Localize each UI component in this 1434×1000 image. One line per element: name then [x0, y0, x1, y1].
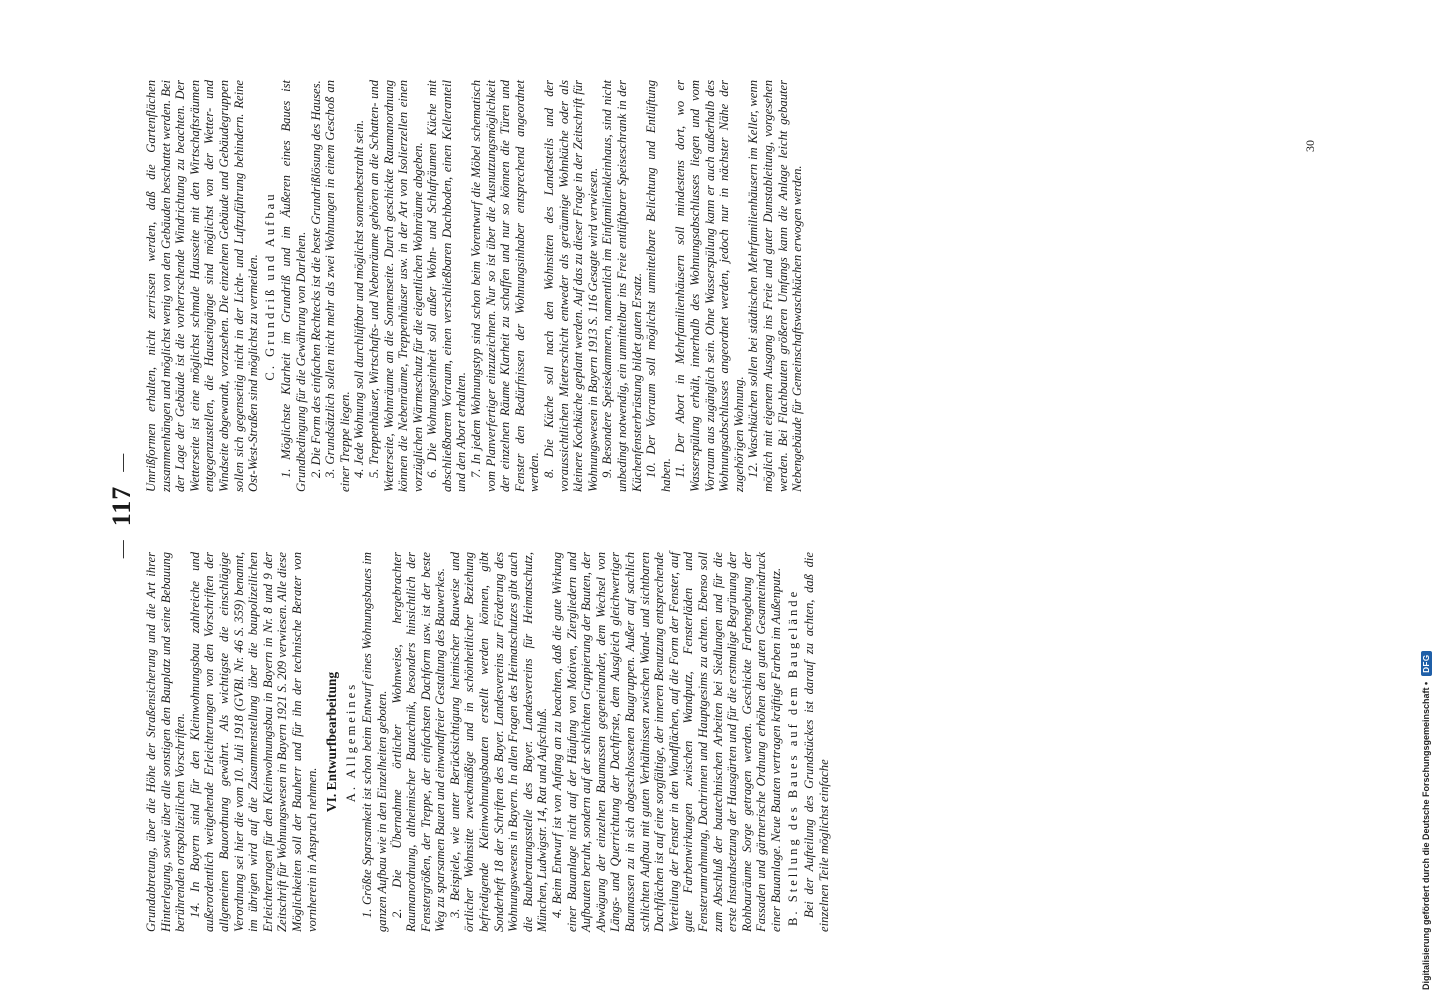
paragraph: 4. Beim Entwurf ist von Anfang an zu beachten, daß die gute Wirkung einer Bauanlage nicht auf der Häufung von Motiven, Ziergliedern und Aufbauten beruht, sondern auf der schlichten Gruppierung der Bauten, der Abwägung der einzelnen Baumassen gegeneinander, dem Wechsel von Längs- und Querrichtung der Dachfirste, dem Ausgleich gleichwertiger Baumassen zu in sich abgeschlossenen Baugruppen. Außer auf sachlich schlichten Aufbau mit guten Verhältnissen zwischen Wand- und sichtbaren Dachflächen ist auf eine sorgfältige, der inneren Benutzung entsprechende Verteilung der Fenster in den Wandflächen, auf die Form der Fenster, auf gute Farbenwirkungen zwischen Wandputz, Fensterläden und Fensterumrahmung, Dachrinnen und Hauptgesims zu achten. Ebenso soll zum Abschluß der bautechnischen Arbeiten bei Siedlungen und für die erste Instandsetzung der Hausgärten und für die erstmalige Begrünung der Rohbauräume Sorge getragen werden. Geschickte Farbengebung der Fassaden und gärtnerische Ordnung erhöhen den guten Gesamteindruck einer Bauanlage. Neue Bauten vertragen kräftige Farben im Außenputz. — [550, 552, 783, 932]
paragraph: 4. Jede Wohnung soll durchlüftbar und möglichst sonnenbestrahlt sein. — [352, 120, 367, 478]
dfg-credit — [1418, 5, 1434, 990]
section-title: VI. Entwurfbearbeitung — [324, 671, 340, 813]
paragraph: Umrißformen erhalten, nicht zerrissen werden, daß die Gartenflächen zusammenhängen und möglichst wenig von den Gebäuden beschattet werden. Bei der Lage der Gebäude ist die vorherrschende Windrichtung zu beachten. Der Wetterseite ist eine möglichst schmale Hausseite mit den Wirtschaftsräumen entgegenzustellen, die Hauseingänge sind möglichst von der Wetter- und Windseite abgewandt, vorzusehen. Die einzelnen Gebäude und Gebäudegruppen sollen sich gegenseitig nicht in der Licht- und Luftzuführung behindern. Reine Ost-West-Straßen sind möglichst zu vermeiden. — [144, 80, 261, 492]
rotated-page — [108, 80, 1318, 932]
footer-page-number: 30 — [1303, 140, 1317, 152]
paragraph: 3. Beispiele, wie unter Berücksichtigung heimischer Bauweise und örtlicher Wohnsitte zweckmäßige und in schönheitlicher Beziehung befriedigende Kleinwohnungsbauten erstellt werden können, gibt Sonderheft 18 der Schriften des Bayer. Landesvereins zur Förderung des Wohnungswesens in Bayern. In allen Fragen des Heimatschutzes gibt auch die Bauberatungsstelle des Bayer. Landesvereins für Heimatschutz, München, Ludwigstr. 14, Rat und Aufschluß. — [447, 552, 550, 932]
subsection-title: C. Grundriß und Aufbau — [262, 191, 277, 381]
paragraph: 3. Grundsätzlich sollen nicht mehr als zwei Wohnungen in einem Geschoß an einer Treppe liegen. — [323, 80, 352, 492]
page-number: 117 — [107, 485, 136, 527]
right-column — [144, 80, 805, 492]
paragraph: 1. Größte Sparsamkeit ist schon beim Entwurf eines Wohnungsbaues im ganzen Aufbau wie in den Einzelheiten geboten. — [360, 552, 389, 932]
paragraph: 8. Die Küche soll nach den Wohnsitten des Landesteils und der voraussichtlichen Mieterschicht entweder als geräumige Wohnküche oder als kleinere Kochküche geplant werden. Auf das zu dieser Frage in der Zeitschrift für Wohnungswesen in Bayern 1913 S. 116 Gesagte wird verwiesen. — [542, 80, 600, 492]
subsection-title: B. Stellung des Baues auf dem Baugelände — [785, 588, 800, 926]
paragraph: 11. Der Abort in Mehrfamilienhäusern soll mindestens dort, wo er Wasserspülung erhält, innerhalb des Wohnungsabschlusses liegen und vom Vorraum aus zugänglich sein. Ohne Wasserspülung kann er auch außerhalb des Wohnungsabschlusses angeordnet werden, jedoch nur in nächster Nähe der zugehörigen Wohnung. — [673, 80, 746, 492]
header-dash-left: — — [111, 540, 132, 559]
dfg-logo: DFG — [1421, 651, 1432, 675]
paragraph: 7. In jedem Wohnungstyp sind schon beim Vorentwurf die Möbel schematisch vom Planverfertiger einzuzeichnen. Nur so ist über die Ausnutzungsmöglichkeit der einzelnen Räume Klarheit zu schaffen und nur so können die Türen und Fenster den Bedürfnissen der Wohnungsinhaber entsprechend angeordnet werden. — [469, 80, 542, 492]
paragraph: 10. Der Vorraum soll möglichst unmittelbare Belichtung und Entlüftung haben. — [644, 80, 673, 492]
paragraph: Bei der Aufteilung des Grundstückes ist darauf zu achten, daß die einzelnen Teile möglichst einfache — [802, 552, 831, 932]
paragraph: 5. Treppenhäuser, Wirtschafts- und Nebenräume gehören an die Schatten- und Wetterseite, Wohnräume an die Sonnenseite. Durch geschickte Raumanordnung können die Nebenräume, Treppenhäuser usw. in der Art von Isolierzellen einen vorzüglichen Wärmeschutz für die eigentlichen Wohnräume abgeben. — [366, 80, 425, 492]
left-column — [144, 552, 831, 932]
page-header — [108, 80, 136, 932]
paragraph: 2. Die Übernahme örtlicher Wohnweise, hergebrachter Raumanordnung, altheimischer Bautechnik, besonders hinsichtlich der Fenstergrößen, der Treppe, der einfachsten Dachform usw. ist der beste Weg zu sparsamen Bauen und einwandfreier Gestaltung des Bauwerkes. — [389, 552, 448, 932]
paragraph: 6. Die Wohnungseinheit soll außer Wohn- und Schlafräumen Küche mit abschließbarem Vorraum, einen verschließbaren Dachboden, einen Kelleranteil und den Abort erhalten. — [425, 80, 469, 492]
paragraph: Grundabtretung, über die Höhe der Straßensicherung und die Art ihrer Hinterlegung, sowie über alle sonstigen den Bauplatz und seine Bebauung berührenden ortspolizeilichen Vorschriften. — [144, 552, 188, 932]
subsection-title: A. Allgemeines — [343, 681, 358, 803]
credit-text: Digitalisierung gefördert durch die Deutsche Forschungsgemeinschaft • — [1421, 681, 1431, 990]
paragraph: 1. Möglichste Klarheit im Grundriß und im Äußeren eines Baues ist Grundbedingung für die Gewährung von Darlehen. — [279, 80, 308, 492]
paragraph: 12. Waschküchen sollen bei städtischen Mehrfamilienhäusern im Keller, wenn möglich mit eigenem Ausgang ins Freie und guter Dunstableitung, vorgesehen werden. Bei Flachbauten größeren Umfangs kann die Anlage leicht gebauter Nebengebäude für Gemeinschaftswaschküchen erwogen werden. — [746, 80, 805, 492]
paragraph: 14. In Bayern sind für den Kleinwohnungsbau zahlreiche und außerordentlich weitgehende Erleichterungen von den Vorschriften der allgemeinen Bauordnung gewährt. Als wichtigste die einschlägige Verordnung sei hier die vom 10. Juli 1918 (GVBl. Nr. 46 S. 359) benannt, im übrigen wird auf die Zusammenstellung über die baupolizeilichen Erleichterungen für den Kleinwohnungsbau in Bayern in Nr. 8 und 9 der Zeitschrift für Wohnungswesen in Bayern 1921 S. 209 verwiesen. Alle diese Möglichkeiten soll der Bauherr und für ihn der technische Berater von vornherein in Anspruch nehmen. — [187, 552, 319, 932]
paragraph: 9. Besondere Speisekammern, namentlich im Einfamilienkleinhaus, sind nicht unbedingt notwendig, ein unmittelbar ins Freie entlüftbarer Speiseschrank in der Küchenfensterbrüstung bildet guten Ersatz. — [600, 80, 644, 492]
header-dash-right: — — [111, 453, 132, 472]
paragraph: 2. Die Form des einfachen Rechtecks ist die beste Grundrißlösung des Hauses. — [308, 80, 323, 478]
